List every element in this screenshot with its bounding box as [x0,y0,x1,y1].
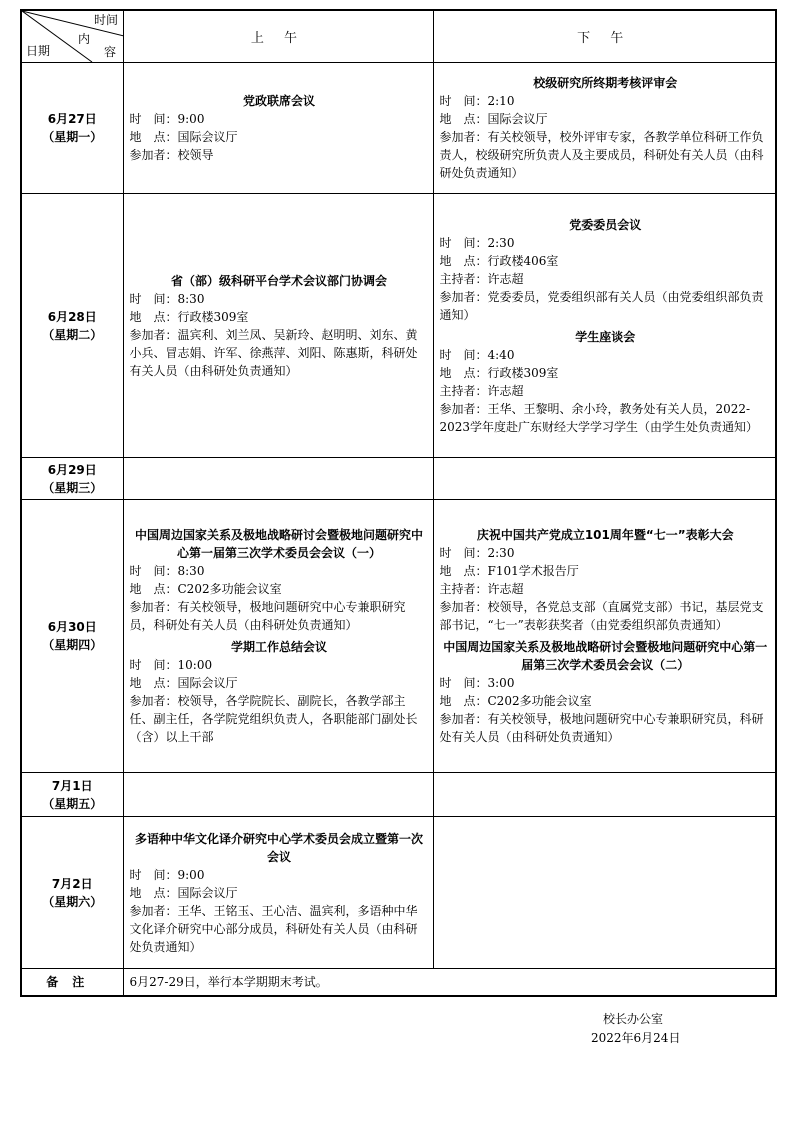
afternoon-event [440,216,772,324]
event-detail-line: 参加者：有关校领导，极地问题研究中心专兼职研究员，科研处有关人员（由科研处负责通知） [129,600,406,632]
event-detail-line: 参加者：党委委员，党委组织部有关人员（由党委组织部负责通知） [439,289,764,322]
event-detail-line: 地 点：行政楼309室 [129,309,249,324]
morning-event [130,638,429,746]
issuing-office: 校长办公室 [603,1012,664,1026]
event-detail-line: 时 间：9:00 [129,112,205,126]
afternoon-header: 下 午 [433,10,776,63]
event-title: 中国周边国家关系及极地战略研讨会暨极地问题研究中心第一届第三次学术委员会会议（二） [443,640,768,672]
date-cell [21,194,123,458]
date-cell [21,500,123,773]
event-detail-line: 时 间：8:30 [129,564,205,578]
morning-header: 上 午 [123,10,433,63]
event-detail-line: 主持者：许志超 [439,582,524,596]
event-title: 庆祝中国共产党成立101周年暨“七一”表彰大会 [476,528,734,542]
morning-cell [123,817,433,969]
date-cell [21,63,123,194]
morning-cell [123,773,433,817]
event-detail-line: 主持者：许志超 [439,383,524,398]
morning-cell [123,194,433,458]
issue-date: 2022年6月24日 [591,1031,681,1045]
weekday-label: （星期一） [42,130,103,144]
schedule-row [21,817,776,969]
event-detail-line: 时 间：4:40 [439,347,515,362]
date-label: 7月1日 [51,778,93,793]
schedule-table [20,9,777,997]
afternoon-event [440,328,772,436]
afternoon-cell [433,500,776,773]
event-detail-line: 参加者：校领导，各党总支部（直属党支部）书记，基层党支部书记，“七一”表彰获奖者（由党委组织部负责通知） [439,600,764,632]
weekday-label: （星期四） [42,638,103,652]
corner-date-label: 日期 [26,44,51,58]
corner-cell [21,10,123,63]
afternoon-cell [433,194,776,458]
afternoon-cell [433,63,776,194]
event-detail-line: 地 点：C202多功能会议室 [129,582,282,596]
event-detail-line: 参加者：温宾利、刘兰凤、吴新玲、赵明明、刘东、黄小兵、冒志娟、许军、徐燕萍、刘阳、陈惠斯，科研处有关人员（由科研处负责通知） [129,327,418,378]
schedule-row [21,63,776,194]
event-detail-line: 地 点：国际会议厅 [129,885,238,900]
event-detail-line: 参加者：校领导，各学院院长、副院长，各教学部主任、副主任，各学院党组织负责人，各职能部门副处长（含）以上干部 [129,694,418,744]
event-detail-line: 地 点：行政楼309室 [439,365,559,380]
event-title: 学期工作总结会议 [230,640,327,654]
morning-event [130,272,429,380]
event-detail-line: 时 间：3:00 [439,676,515,690]
date-label: 7月2日 [51,876,93,891]
afternoon-event [440,638,772,746]
afternoon-event [440,74,772,182]
weekday-label: （星期三） [42,480,103,495]
date-label: 6月29日 [47,462,97,477]
corner-time-label: 时间 [94,13,119,27]
event-title: 校级研究所终期考核评审会 [533,76,678,90]
afternoon-cell [433,773,776,817]
date-label: 6月30日 [47,620,97,634]
event-detail-line: 时 间：2:30 [439,235,515,250]
event-detail-line: 时 间：2:30 [439,546,515,560]
note-row [21,969,776,996]
event-detail-line: 地 点：C202多功能会议室 [439,694,592,708]
schedule-body [21,10,776,996]
event-detail-line: 主持者：许志超 [439,271,524,286]
event-title: 中国周边国家关系及极地战略研讨会暨极地问题研究中心第一届第三次学术委员会会议（一） [134,528,423,560]
event-title: 多语种中华文化译介研究中心学术委员会成立暨第一次会议 [134,831,423,864]
afternoon-event [440,526,772,634]
event-title: 党政联席会议 [242,94,315,108]
date-cell [21,773,123,817]
event-detail-line: 地 点：国际会议厅 [129,676,238,690]
event-detail-line: 地 点：F101学术报告厅 [439,564,579,578]
schedule-row [21,194,776,458]
event-detail-line: 参加者：王华、王黎明、余小玲，教务处有关人员，2022-2023学年度赴广东财经大学学习学生（由学生处负责通知） [439,401,759,434]
event-detail-line: 时 间：8:30 [129,291,205,306]
weekday-label: （星期六） [42,894,103,909]
event-detail-line: 时 间：10:00 [129,658,213,672]
header-row [21,10,776,63]
date-cell [21,817,123,969]
corner-content-label-b: 容 [104,45,117,59]
morning-event [130,526,429,634]
event-title: 学生座谈会 [575,329,636,344]
event-detail-line: 地 点：国际会议厅 [439,112,548,126]
event-detail-line: 地 点：国际会议厅 [129,130,238,144]
morning-event [130,92,429,164]
event-detail-line: 时 间：9:00 [129,867,205,882]
morning-cell [123,458,433,500]
event-detail-line: 参加者：有关校领导，极地问题研究中心专兼职研究员，科研处有关人员（由科研处负责通知） [439,712,764,744]
event-detail-line: 参加者：王华、王铭玉、王心洁、温宾利，多语种中华文化译介研究中心部分成员，科研处有关人员（由科研处负责通知） [129,903,418,954]
note-label: 备注 [21,969,123,996]
event-detail-line: 参加者：校领导 [129,148,214,162]
event-detail-line: 参加者：有关校领导，校外评审专家，各教学单位科研工作负责人，校级研究所负责人及主要成员，科研处有关人员（由科研处负责通知） [439,130,764,180]
weekday-label: （星期五） [42,796,103,811]
event-detail-line: 地 点：行政楼406室 [439,253,559,268]
date-label: 6月28日 [47,309,97,324]
event-title: 省（部）级科研平台学术会议部门协调会 [170,273,387,288]
schedule-row [21,500,776,773]
morning-event [130,830,429,956]
afternoon-cell [433,817,776,969]
schedule-row [21,773,776,817]
afternoon-cell [433,458,776,500]
morning-cell [123,500,433,773]
morning-cell [123,63,433,194]
weekday-label: （星期二） [42,327,103,342]
event-title: 党委委员会议 [569,217,642,232]
date-label: 6月27日 [47,112,97,126]
date-cell [21,458,123,500]
note-text: 6月27-29日，举行本学期期末考试。 [123,969,776,996]
event-detail-line: 时 间：2:10 [439,94,515,108]
corner-content-label-a: 内 [78,32,91,46]
schedule-row [21,458,776,500]
